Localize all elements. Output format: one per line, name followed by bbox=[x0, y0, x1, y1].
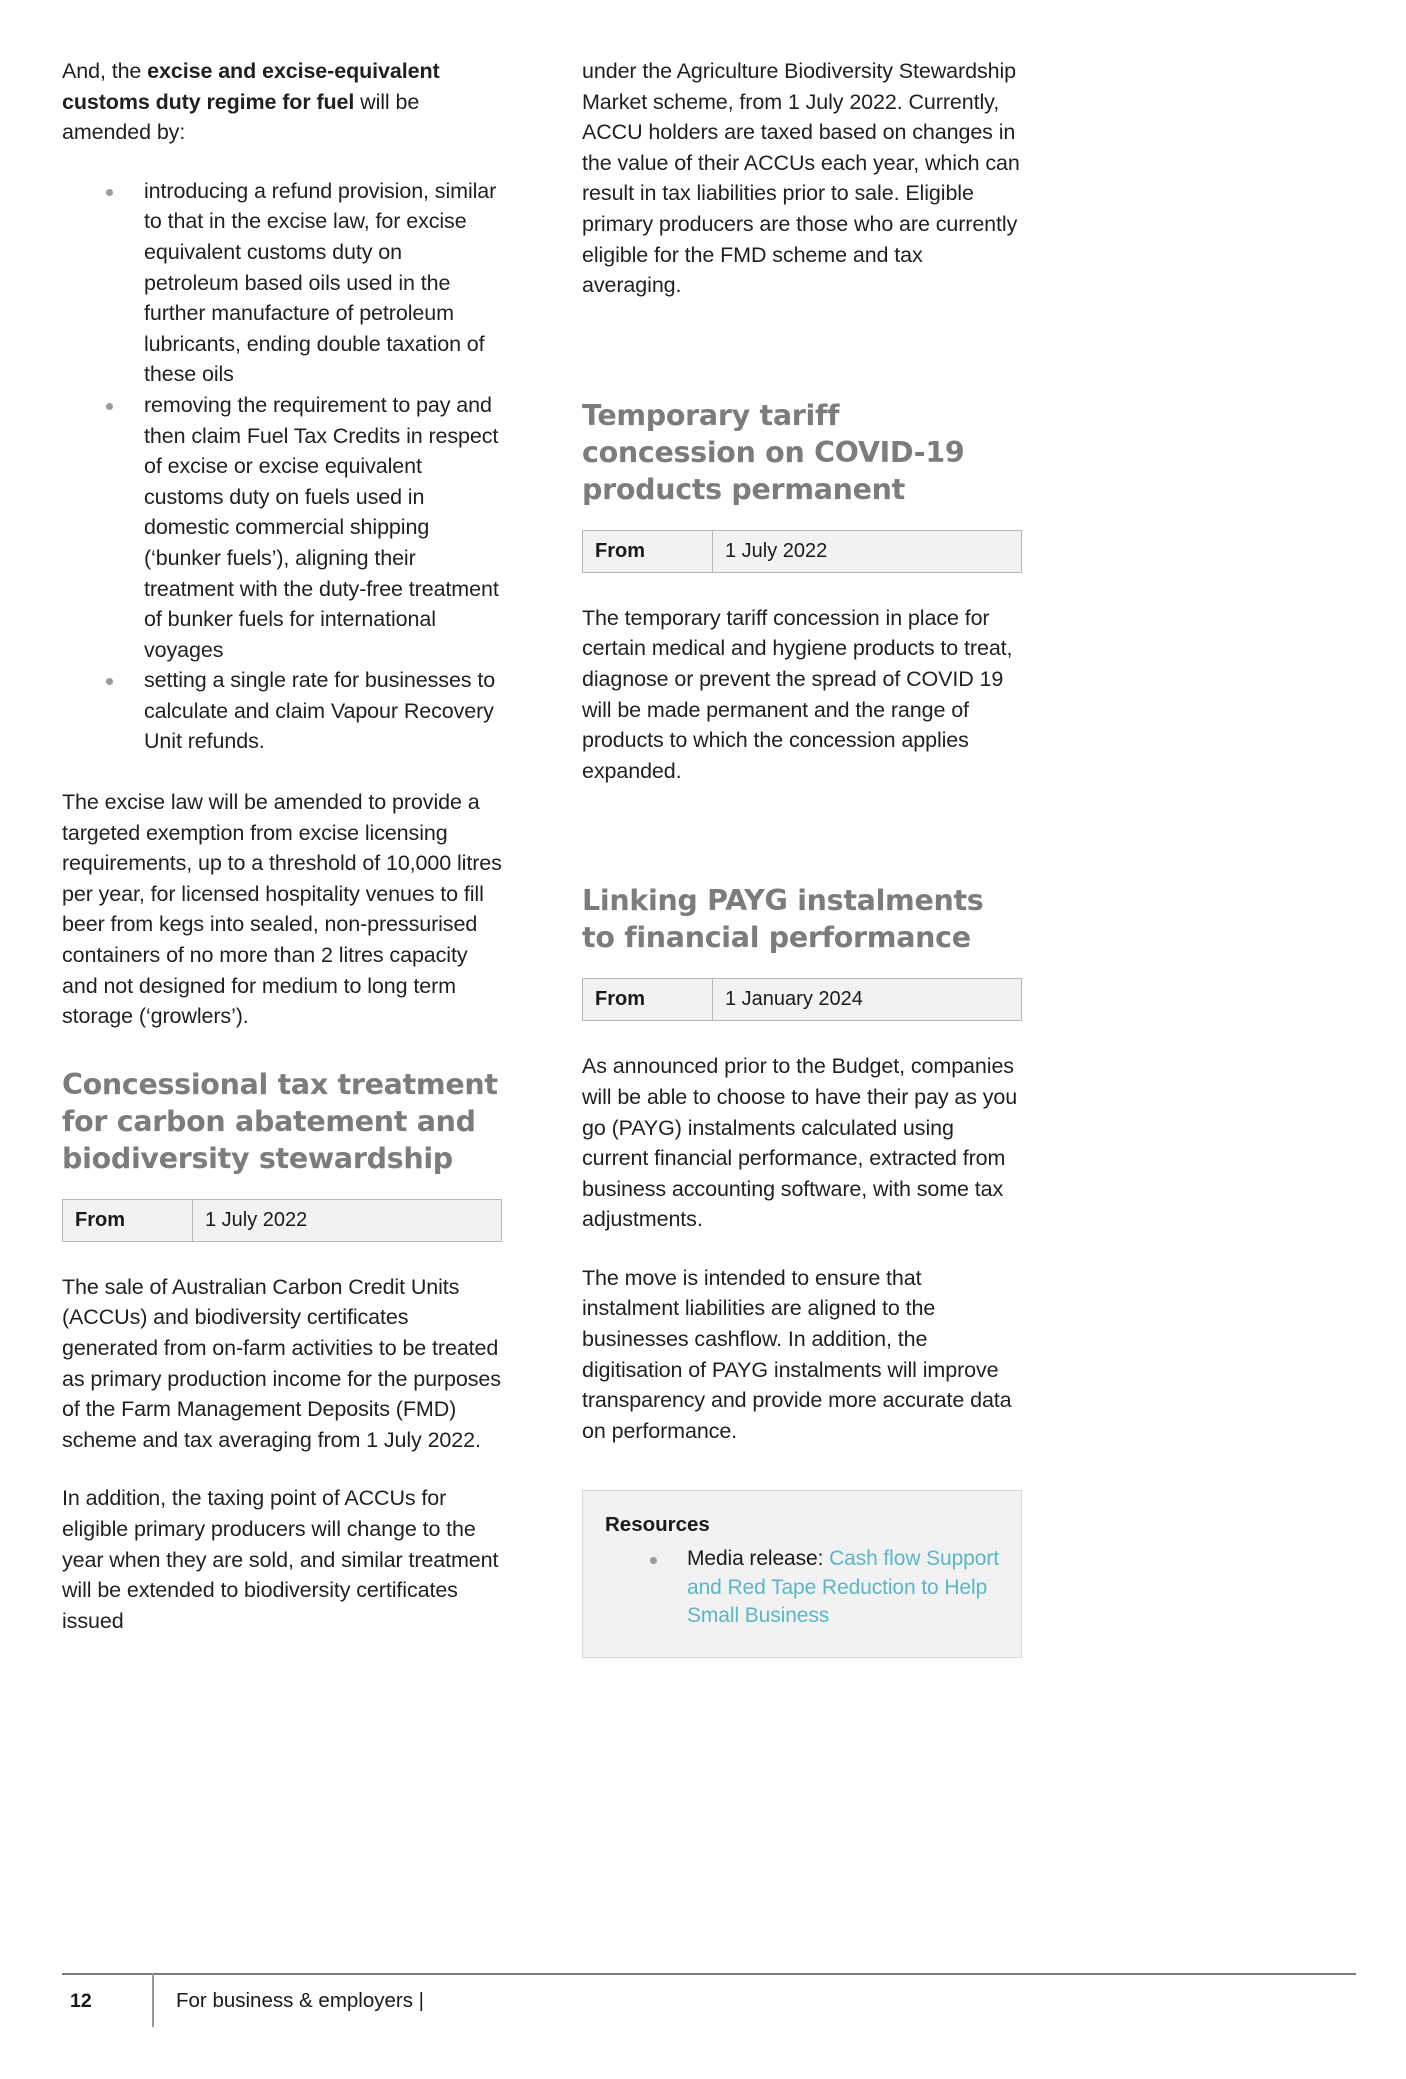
table-row bbox=[63, 1199, 502, 1241]
concessional-paragraph-1: The sale of Australian Carbon Credit Units (ACCUs) and biodiversity certificates generated from on-farm activities to be treated as primary production income for the purposes of the Farm Management Deposits (FMD) scheme and tax averaging from 1 July 2022. bbox=[62, 1274, 501, 1452]
from-table-covid bbox=[582, 530, 1022, 573]
from-value: 1 July 2022 bbox=[193, 1199, 502, 1241]
footer-content bbox=[62, 1975, 1356, 2027]
two-column-layout bbox=[62, 56, 1344, 1926]
concessional-paragraph-2: In addition, the taxing point of ACCUs for eligible primary producers will change to the year when they are sold, and similar treatment will be extended to biodiversity certificates issued bbox=[62, 1486, 499, 1633]
list-item bbox=[605, 1545, 999, 1631]
from-table-concessional bbox=[62, 1199, 502, 1242]
excise-law-paragraph: The excise law will be amended to provide a targeted exemption from excise licensing requirements, up to a threshold of 10,000 litres per year, for licensed hospitality venues to fill beer from kegs into sealed, non-pressurised containers of no more than 2 litres capacity and not designed for medium to long term storage (‘growlers’). bbox=[62, 790, 502, 1029]
payg-paragraph-2: The move is intended to ensure that instalment liabilities are aligned to the businesses cashflow. In addition, the digitisation of PAYG instalments will improve transparency and provide more accurate data on performance. bbox=[582, 1265, 1012, 1443]
section-heading-concessional-tax: Concessional tax treatment for carbon abatement and biodiversity stewardship bbox=[62, 1067, 498, 1175]
spacer bbox=[582, 814, 1022, 848]
left-column bbox=[62, 56, 502, 1636]
intro-paragraph bbox=[62, 56, 502, 148]
intro-prefix: And, the bbox=[62, 59, 148, 83]
from-table-payg bbox=[582, 978, 1022, 1021]
table-row bbox=[583, 979, 1022, 1021]
section-heading-payg: Linking PAYG instalments to financial performance bbox=[582, 884, 984, 955]
payg-paragraph-1: As announced prior to the Budget, companies will be able to choose to have their pay as you go (PAYG) instalments calculated using current financial performance, extracted from business accounting software, with some tax adjustments. bbox=[582, 1054, 1018, 1232]
from-label: From bbox=[583, 979, 713, 1021]
from-label: From bbox=[583, 530, 713, 572]
resources-box bbox=[582, 1490, 1022, 1658]
media-release-label: Media release: bbox=[687, 1547, 830, 1571]
table-row bbox=[583, 530, 1022, 572]
spacer bbox=[582, 329, 1022, 363]
amendments-bullet-list bbox=[62, 176, 502, 757]
footer-label: For business & employers | bbox=[176, 1989, 425, 2012]
covid-tariff-paragraph: The temporary tariff concession in place for certain medical and hygiene products to treat, diagnose or prevent the spread of COVID 19 will be made permanent and the range of products to which the concession applies expanded. bbox=[582, 605, 1013, 783]
from-label: From bbox=[63, 1199, 193, 1241]
from-value: 1 July 2022 bbox=[713, 530, 1022, 572]
resources-title: Resources bbox=[605, 1513, 710, 1537]
resources-list bbox=[605, 1545, 999, 1631]
continued-paragraph: under the Agriculture Biodiversity Stewardship Market scheme, from 1 July 2022. Currently, ACCU holders are taxed based on changes in the value of their ACCUs each year, which can result in tax liabilities prior to sale. Eligible primary producers are those who are currently eligible for the FMD scheme and tax averaging. bbox=[582, 59, 1020, 298]
section-heading-covid-tariff: Temporary tariff concession on COVID-19 products permanent bbox=[582, 398, 965, 506]
right-column bbox=[582, 56, 1022, 1658]
media-release-link[interactable]: Cash flow Support and Red Tape Reduction to Help Small Business bbox=[687, 1547, 999, 1628]
page-number: 12 bbox=[70, 1989, 92, 2012]
list-item: setting a single rate for businesses to calculate and claim Vapour Recovery Unit refunds. bbox=[62, 665, 502, 757]
intro-suffix: will be amended by: bbox=[62, 89, 420, 145]
list-item: removing the requirement to pay and then claim Fuel Tax Credits in respect of excise or excise equivalent customs duty on fuels used in domestic commercial shipping (‘bunker fuels’), aligning their treatment with the duty-free treatment of bunker fuels for international voyages bbox=[62, 390, 502, 665]
list-item: introducing a refund provision, similar to that in the excise law, for excise equivalent customs duty on petroleum based oils used in the further manufacture of petroleum lubricants, ending double taxation of these oils bbox=[62, 176, 502, 390]
intro-bold-phrase: excise and excise-equivalent customs duty regime for fuel bbox=[62, 59, 440, 114]
from-value: 1 January 2024 bbox=[713, 979, 1022, 1021]
page-footer bbox=[62, 1973, 1356, 2033]
